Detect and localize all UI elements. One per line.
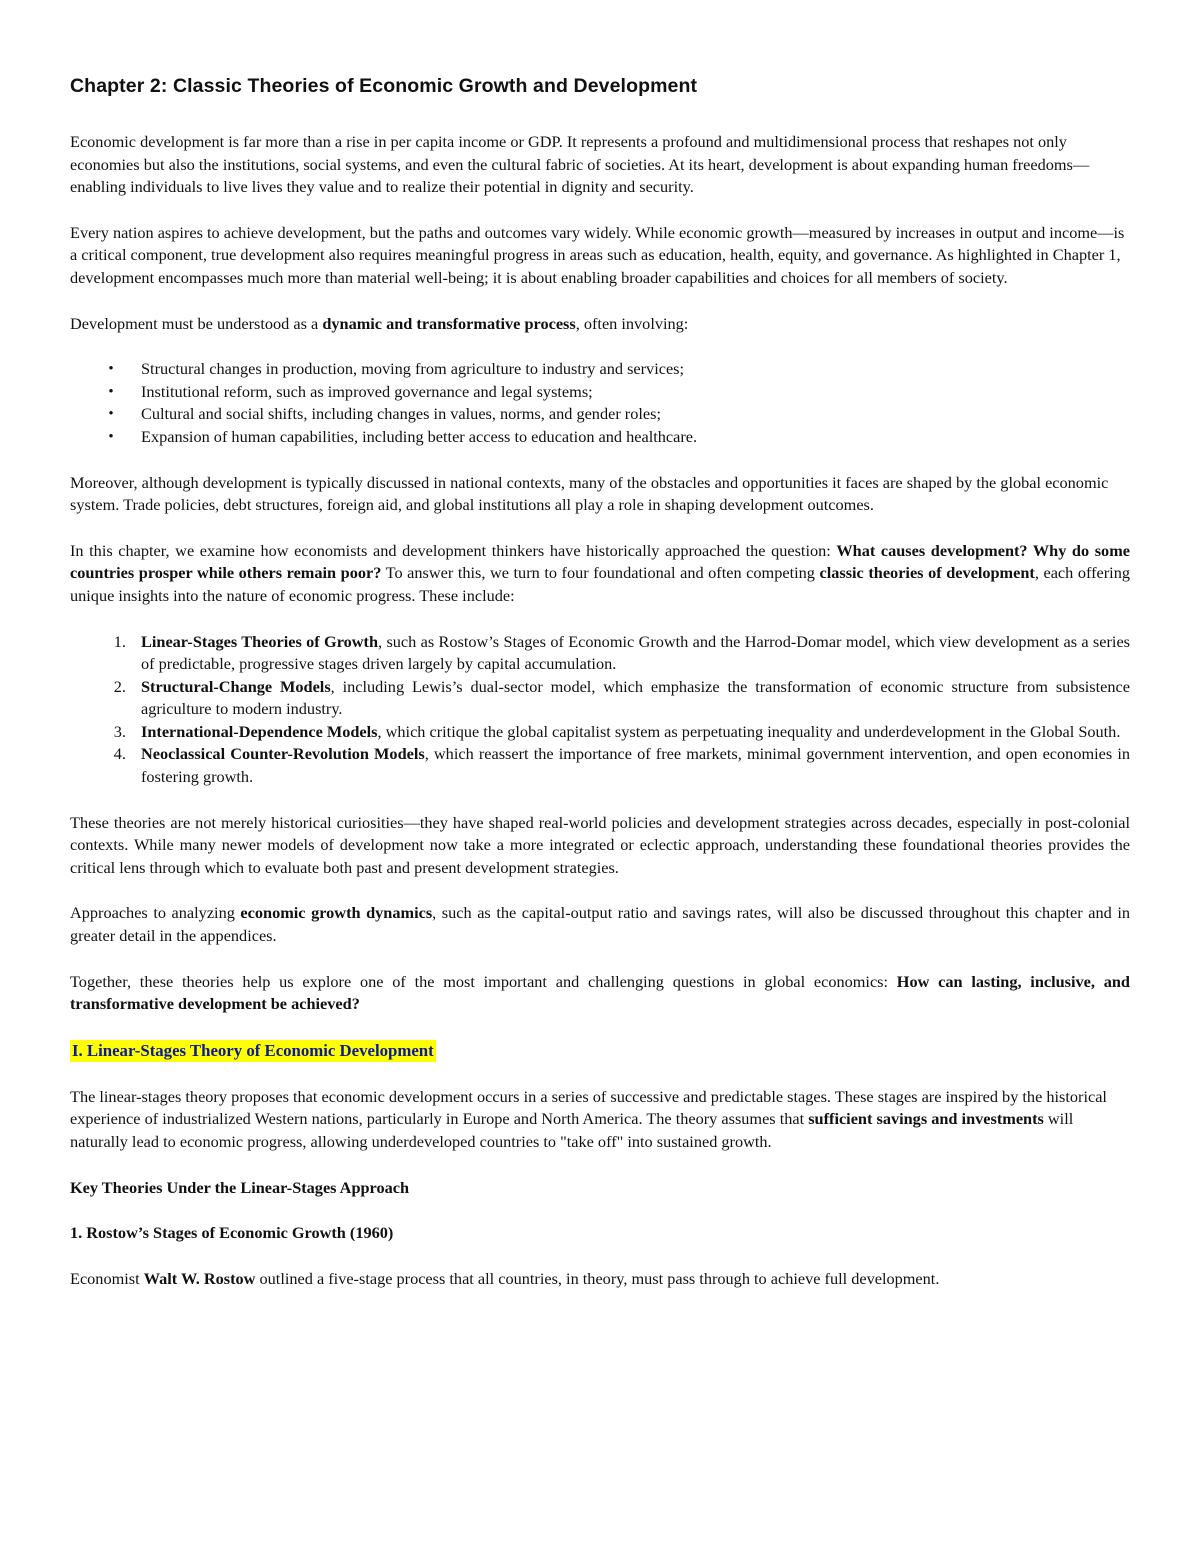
list-item-text: Cultural and social shifts, including changes in values, norms, and gender roles;	[141, 404, 661, 424]
body-paragraph-10	[70, 1268, 1130, 1291]
intro-paragraph-4: Moreover, although development is typically discussed in national contexts, many of the obstacles and opportunities it faces are shaped by the global economic system. Trade policies, debt structures, foreign aid, and global institutions all play a role in shaping development outcomes.	[70, 472, 1109, 515]
body-paragraph-6: These theories are not merely historical curiosities—they have shaped real-world policies and development strategies across decades, especially in post-colonial contexts. While many newer models of development now take a more integrated or eclectic approach, understanding these foundational theories provides the critical lens through which to evaluate both past and present development strategies.	[70, 812, 1130, 877]
list-item	[70, 358, 1130, 381]
list-number: 4.	[113, 744, 126, 764]
highlighted-heading: I. Linear-Stages Theory of Economic Development	[72, 1040, 434, 1060]
body-paragraph-9	[70, 1086, 1130, 1154]
text-run: To answer this, we turn to four foundational and often competing	[381, 563, 820, 583]
text-run: , such as the capital-output ratio and savings rates, will also be discussed throughout this chapter and in greater detail in the appendices.	[70, 903, 1131, 946]
text-run: , including Lewis’s dual-sector model, which emphasize the transformation of economic structure from subsistence agriculture to modern industry.	[141, 676, 1130, 719]
subheading-key-theories: Key Theories Under the Linear-Stages Approach	[70, 1177, 410, 1197]
list-item	[70, 381, 1130, 404]
bold-run: dynamic and transformative process	[322, 313, 576, 333]
list-item	[70, 426, 1130, 449]
text-run: outlined a five-stage process that all countries, in theory, must pass through to achieve full development.	[255, 1268, 940, 1288]
bold-run: How can lasting, inclusive, and transformative development be achieved?	[70, 971, 1130, 1014]
text-run: , which reassert the importance of free markets, minimal government intervention, and open economies in fostering growth.	[141, 744, 1131, 787]
list-item	[70, 743, 1130, 788]
text-run: Development must be understood as a	[70, 313, 323, 333]
bullet-icon: •	[108, 406, 114, 423]
intro-paragraph-1: Economic development is far more than a rise in per capita income or GDP. It represents a profound and multidimensional process that reshapes not only economies but also the institutions, social systems, and even the cultural fabric of societies. At its heart, development is about expanding human freedoms—enabling individuals to live lives they value and to realize their potential in dignity and security.	[70, 132, 1090, 197]
text-run: , each offering unique insights into the nature of economic progress. These include:	[70, 563, 1130, 605]
list-number: 2.	[113, 676, 126, 696]
bold-run: What causes development? Why do some countries prosper while others remain poor?	[70, 540, 1130, 583]
text-run: The linear-stages theory proposes that economic development occurs in a series of successive and predictable stages. These stages are inspired by the historical experience of industrialized Western nations, particularly in Europe and North America. The theory assumes that	[70, 1086, 1107, 1129]
text-run: , often involving:	[575, 313, 689, 333]
intro-paragraph-5	[70, 540, 1130, 608]
body-paragraph-8	[70, 971, 1130, 1016]
body-paragraph-7	[70, 902, 1130, 947]
list-item	[70, 676, 1130, 721]
text-run: will naturally lead to economic progress, allowing underdeveloped countries to "take off" into sustained growth.	[70, 1109, 1074, 1151]
list-number: 3.	[113, 721, 126, 741]
text-run: Together, these theories help us explore one of the most important and challenging questions in global economics:	[70, 971, 897, 991]
subheading-rostow: 1. Rostow’s Stages of Economic Growth (1960)	[70, 1223, 394, 1243]
list-item	[70, 631, 1130, 676]
text-run: Approaches to analyzing	[70, 903, 241, 923]
bullet-icon: •	[108, 383, 114, 400]
list-item	[70, 403, 1130, 426]
list-number: 1.	[113, 631, 126, 651]
list-item	[70, 721, 1130, 744]
text-run: In this chapter, we examine how economists and development thinkers have historically approached the question:	[70, 540, 837, 560]
text-run: Economist	[70, 1268, 144, 1288]
chapter-title: Chapter 2: Classic Theories of Economic Growth and Development	[70, 75, 698, 97]
list-item-text: Expansion of human capabilities, including better access to education and healthcare.	[141, 426, 698, 446]
bullet-icon: •	[108, 428, 114, 445]
bold-run: Linear-Stages Theories of Growth	[141, 631, 379, 651]
bold-run: sufficient savings and investments	[808, 1109, 1044, 1129]
bold-run: International-Dependence Models	[141, 721, 378, 741]
bullet-icon: •	[108, 361, 114, 378]
list-item-text: Structural changes in production, moving from agriculture to industry and services;	[141, 359, 685, 379]
bold-run: Neoclassical Counter-Revolution Models	[141, 744, 425, 764]
bold-run: Structural-Change Models	[141, 676, 331, 696]
bold-run: Walt W. Rostow	[143, 1268, 256, 1288]
bullet-list	[70, 358, 1130, 448]
bold-run: classic theories of development	[819, 563, 1035, 583]
intro-paragraph-2: Every nation aspires to achieve development, but the paths and outcomes vary widely. While economic growth—measured by increases in output and income—is a critical component, true development also requires meaningful progress in areas such as education, health, equity, and governance. As highlighted in Chapter 1, development encompasses much more than material well-being; it is about enabling broader capabilities and choices for all members of society.	[70, 222, 1125, 287]
bold-run: economic growth dynamics	[240, 903, 433, 923]
text-run: , which critique the global capitalist system as perpetuating inequality and underdevelopment in the Global South.	[377, 721, 1121, 741]
intro-paragraph-3	[70, 313, 1130, 336]
list-item-text: Institutional reform, such as improved governance and legal systems;	[141, 381, 593, 401]
numbered-list	[70, 631, 1130, 789]
text-run: , such as Rostow’s Stages of Economic Growth and the Harrod-Domar model, which view development as a series of predictable, progressive stages driven largely by capital accumulation.	[141, 631, 1131, 674]
section-heading	[70, 1039, 1130, 1063]
